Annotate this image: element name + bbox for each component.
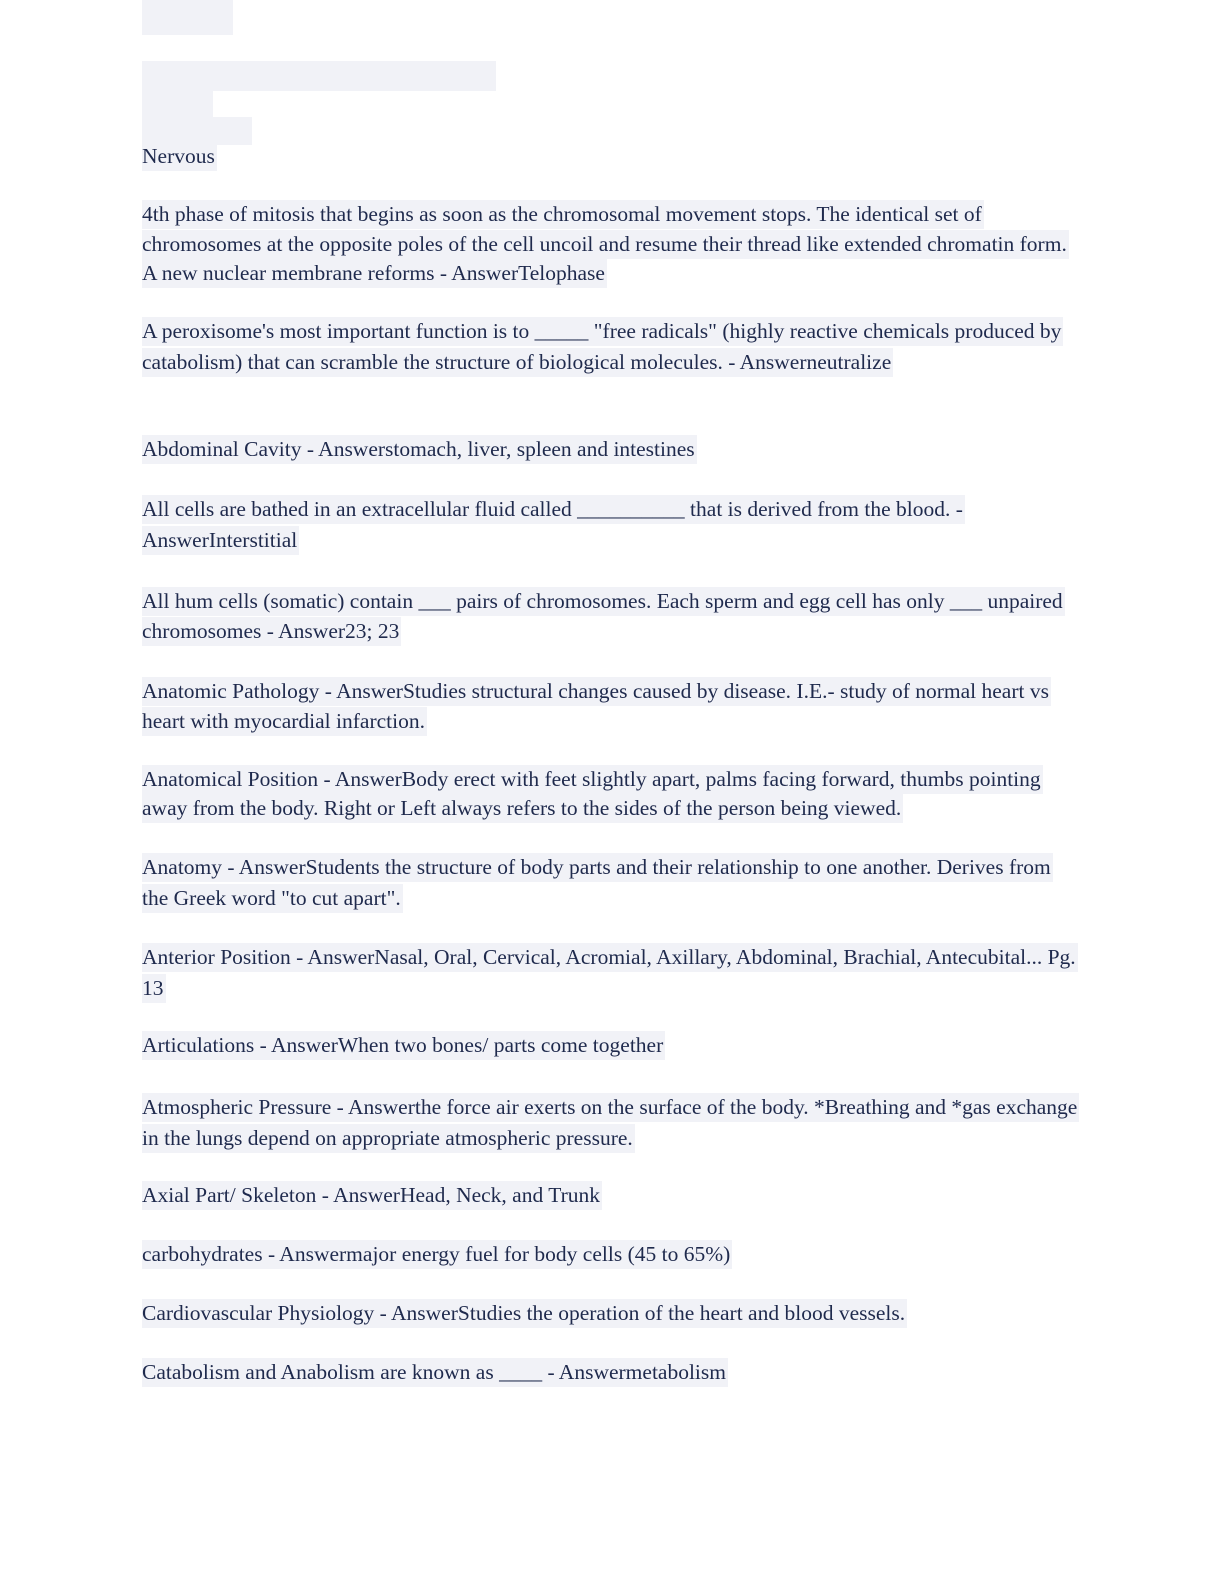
flashcard-entry — [142, 316, 1082, 377]
flashcard-entry — [142, 852, 1082, 913]
flashcard-entry — [142, 1181, 1082, 1211]
redacted-block-1 — [142, 0, 233, 35]
entry-text: Anatomy - AnswerStudents the structure of body parts and their relationship to one another. Derives from the Greek word "to cut apart". — [142, 853, 1053, 913]
entry-text: Anterior Position - AnswerNasal, Oral, Cervical, Acromial, Axillary, Abdominal, Brachial, Antecubital... Pg. 13 — [142, 943, 1078, 1003]
entry-text: Abdominal Cavity - Answerstomach, liver, spleen and intestines — [142, 435, 697, 464]
flashcard-entry — [142, 586, 1082, 646]
flashcard-entry — [142, 1031, 1082, 1061]
flashcard-entry — [142, 676, 1082, 736]
entry-text: All cells are bathed in an extracellular fluid called __________ that is derived from the blood. - AnswerInterstitial — [142, 495, 965, 555]
flashcard-entry — [142, 435, 1082, 465]
entry-text: Axial Part/ Skeleton - AnswerHead, Neck, and Trunk — [142, 1181, 602, 1210]
flashcard-entry — [142, 1092, 1082, 1153]
redacted-block-2 — [142, 61, 496, 91]
heading-text: Nervous — [142, 142, 217, 171]
flashcard-entry — [142, 494, 1082, 556]
entry-text: A peroxisome's most important function is to _____ "free radicals" (highly reactive chemicals produced by catabolism) that can scramble the structure of biological molecules. - Answerneutralize — [142, 317, 1063, 377]
flashcard-entry — [142, 942, 1082, 1003]
flashcard-entry — [142, 1240, 1082, 1270]
entry-text: Anatomical Position - AnswerBody erect with feet slightly apart, palms facing forward, thumbs pointing away from the body. Right or Left always refers to the sides of the person being viewed. — [142, 765, 1043, 823]
entry-text: 4th phase of mitosis that begins as soon as the chromosomal movement stops. The identical set of chromosomes at the opposite poles of the cell uncoil and resume their thread like extended chromatin form. A new nuclear membrane reforms - AnswerTelophase — [142, 200, 1069, 288]
entry-text: All hum cells (somatic) contain ___ pairs of chromosomes. Each sperm and egg cell has only ___ unpaired chromosomes - Answer23; 23 — [142, 587, 1065, 646]
entry-text: Anatomic Pathology - AnswerStudies structural changes caused by disease. I.E.- study of normal heart vs heart with myocardial infarction. — [142, 677, 1051, 736]
section-heading — [142, 142, 1082, 172]
flashcard-entry — [142, 200, 1082, 289]
entry-text: Cardiovascular Physiology - AnswerStudies the operation of the heart and blood vessels. — [142, 1299, 907, 1328]
entry-text: Catabolism and Anabolism are known as ____ - Answermetabolism — [142, 1358, 728, 1387]
entry-text: carbohydrates - Answermajor energy fuel for body cells (45 to 65%) — [142, 1240, 732, 1269]
entry-text: Articulations - AnswerWhen two bones/ parts come together — [142, 1031, 665, 1060]
redacted-block-4 — [142, 117, 252, 145]
flashcard-entry — [142, 765, 1082, 823]
flashcard-entry — [142, 1358, 1082, 1388]
entry-text: Atmospheric Pressure - Answerthe force air exerts on the surface of the body. *Breathing and *gas exchange in the lungs depend on appropriate atmospheric pressure. — [142, 1093, 1079, 1153]
flashcard-entry — [142, 1299, 1082, 1329]
redacted-block-3 — [142, 91, 213, 118]
